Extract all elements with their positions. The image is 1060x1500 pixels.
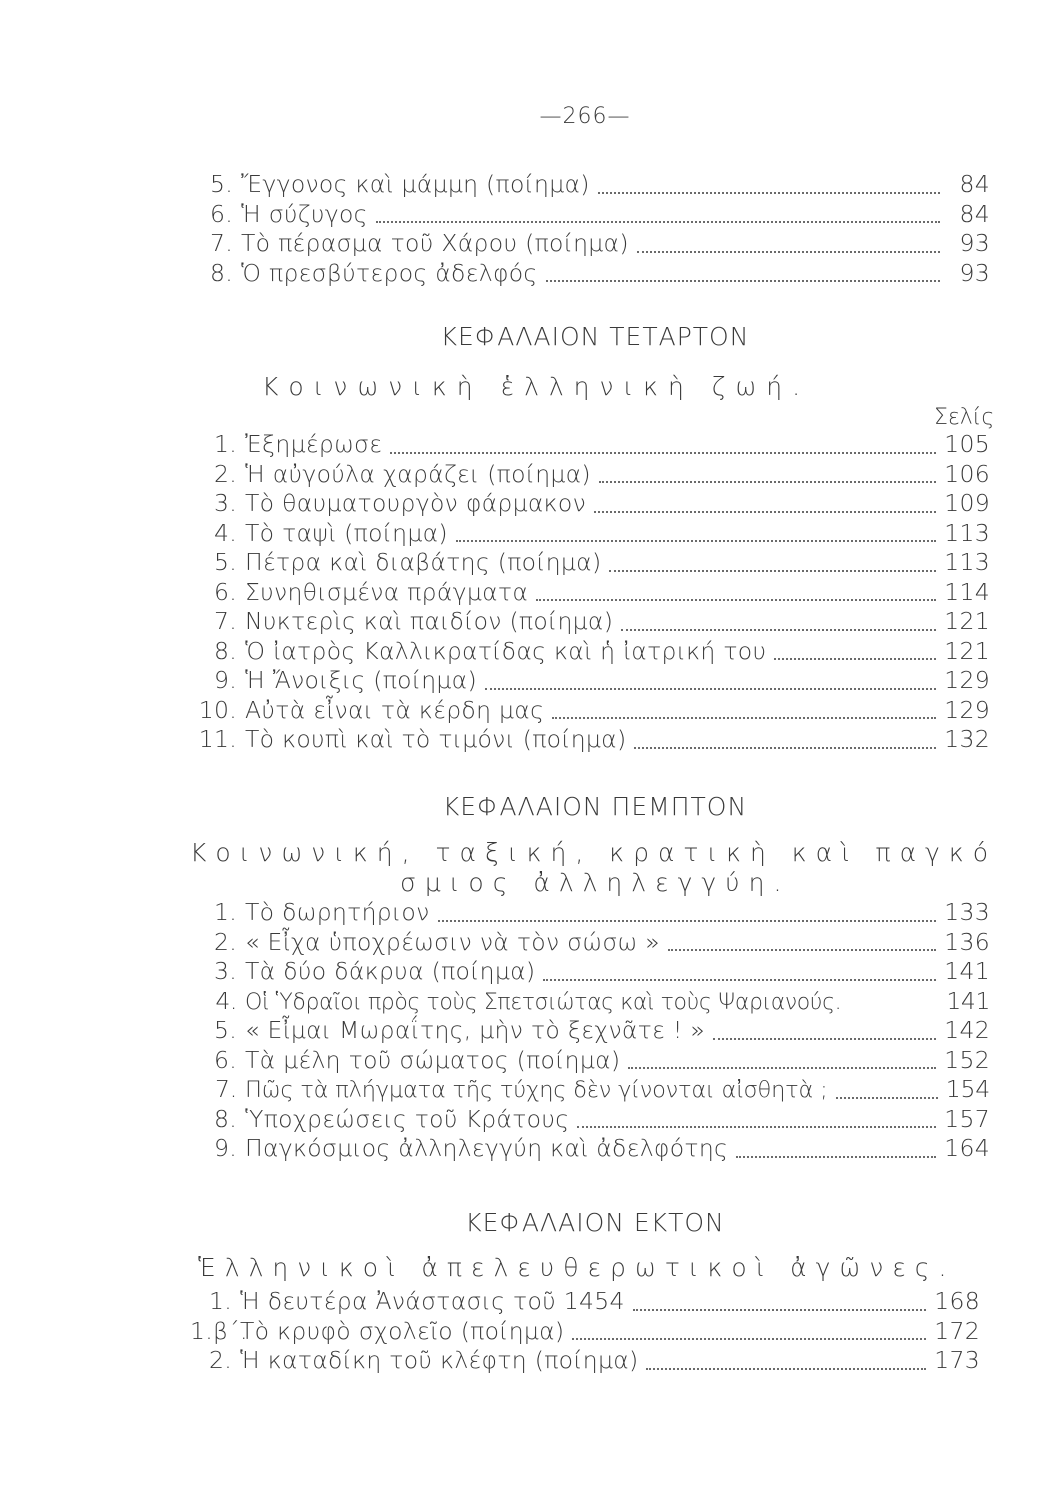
entry-title: « Εἶμαι Μωραΐτης, μὴν τὸ ξεχνᾶτε ! » xyxy=(245,1016,706,1044)
dot-leader xyxy=(609,570,936,572)
dot-leader xyxy=(713,1038,936,1040)
entry-page: 132 xyxy=(944,725,990,753)
entry-title: Αὐτὰ εἶναι τὰ κέρδη μας xyxy=(245,695,545,724)
entry-title: Οἱ Ὑδραῖοι πρὸς τοὺς Σπετσιώτας καὶ τοὺς Ψαριανούς. xyxy=(245,989,842,1015)
entry-title: Νυκτερὶς καὶ παιδίον (ποίημα) xyxy=(245,607,614,635)
dot-leader xyxy=(633,1309,926,1311)
entry-page: 93 xyxy=(959,258,990,287)
toc-entry xyxy=(195,460,990,490)
toc-entry xyxy=(195,1016,990,1046)
chapter-subtitle: Ἑλληνικοὶ ἀπελευθερωτικοὶ ἀγῶνες. xyxy=(198,1253,956,1282)
entry-number: 9. xyxy=(213,666,237,694)
entry-number: 1. xyxy=(213,430,237,458)
entry-title: Ἐξημέρωσε xyxy=(245,430,383,458)
entry-title: Τὸ θαυματουργὸν φάρμακον xyxy=(245,489,587,517)
toc-entry xyxy=(195,696,990,726)
entry-page: 172 xyxy=(934,1316,980,1345)
chapter-heading: ΚΕΦΑΛΑΙΟΝ ΕΚΤΟΝ xyxy=(465,1208,725,1237)
entry-title: Ἡ καταδίκη τοῦ κλέφτη (ποίημα) xyxy=(240,1346,639,1374)
toc-entry xyxy=(195,1134,990,1164)
entry-title: Τὸ κουπὶ καὶ τὸ τιμόνι (ποίημα) xyxy=(245,725,627,753)
entry-number: 1. xyxy=(208,1287,232,1315)
dot-leader xyxy=(621,629,936,631)
dot-leader xyxy=(637,251,940,253)
dot-leader xyxy=(572,1338,926,1340)
entry-page: 109 xyxy=(944,489,990,517)
entry-page: 113 xyxy=(944,548,990,576)
toc-section-chapter4 xyxy=(195,430,990,755)
toc-entry xyxy=(205,200,990,230)
toc-entry xyxy=(195,1105,990,1135)
entry-page: 114 xyxy=(944,577,990,606)
entry-number: 5. xyxy=(213,1016,237,1044)
entry-title: Ὁ ἰατρὸς Καλλικρατίδας καὶ ἡ ἰατρική του xyxy=(245,636,767,665)
entry-title: Τὸ κρυφὸ σχολεῖο (ποίημα) xyxy=(240,1316,565,1345)
entry-title: « Εἶχα ὑποχρέωσιν νὰ τὸν σώσω » xyxy=(245,927,660,956)
dot-leader xyxy=(668,949,936,951)
entry-number: 1.β΄. xyxy=(190,1316,248,1345)
entry-number: 6. xyxy=(213,577,237,606)
dot-leader xyxy=(836,1097,938,1099)
toc-entry xyxy=(205,170,990,200)
entry-number: 10. xyxy=(198,695,237,724)
dot-leader xyxy=(390,452,936,454)
dot-leader xyxy=(598,192,940,194)
entry-number: 8. xyxy=(213,636,237,665)
toc-entry xyxy=(190,1317,980,1347)
toc-section-chapter5 xyxy=(195,898,990,1164)
toc-section-continued xyxy=(205,170,990,288)
entry-page: 173 xyxy=(934,1346,980,1374)
entry-number: 4. xyxy=(213,518,237,547)
entry-title: Ὑποχρεώσεις τοῦ Κράτους xyxy=(245,1104,570,1133)
dot-leader xyxy=(599,481,936,483)
toc-entry xyxy=(195,637,990,667)
entry-page: 121 xyxy=(944,636,990,665)
dot-leader xyxy=(485,688,936,690)
entry-title: Ἡ αὐγούλα χαράζει (ποίημα) xyxy=(245,459,591,488)
entry-title: Τὸ δωρητήριον xyxy=(245,898,430,926)
page-number: —266— xyxy=(539,104,631,129)
entry-page: 154 xyxy=(945,1075,990,1103)
dot-leader xyxy=(577,1126,936,1128)
entry-title: Παγκόσμιος ἀλληλεγγύη καὶ ἀδελφότης xyxy=(245,1134,729,1162)
toc-entry xyxy=(195,489,990,519)
entry-page: 141 xyxy=(946,986,990,1015)
entry-number: 2. xyxy=(213,459,237,488)
dot-leader xyxy=(594,511,936,513)
entry-page: 152 xyxy=(944,1045,990,1074)
entry-page: 129 xyxy=(944,666,990,694)
entry-page: 105 xyxy=(944,430,990,458)
toc-entry xyxy=(190,1346,980,1376)
dot-leader xyxy=(646,1368,926,1370)
page-column-label: Σελίς xyxy=(934,405,995,430)
entry-number: 8. xyxy=(213,1104,237,1133)
entry-title: Ὁ πρεσβύτερος ἀδελφός xyxy=(241,258,538,287)
dot-leader xyxy=(536,599,936,601)
entry-page: 133 xyxy=(944,898,990,926)
entry-number: 9. xyxy=(213,1134,237,1162)
entry-page: 84 xyxy=(959,199,990,228)
toc-entry xyxy=(195,898,990,928)
dot-leader xyxy=(543,979,936,981)
entry-title: Πέτρα καὶ διαβάτης (ποίημα) xyxy=(245,548,602,576)
toc-entry xyxy=(195,987,990,1017)
entry-number: 7. xyxy=(209,229,233,257)
toc-entry xyxy=(190,1287,980,1317)
entry-number: 11. xyxy=(198,725,237,753)
toc-entry xyxy=(195,1046,990,1076)
chapter-heading: ΚΕΦΑΛΑΙΟΝ ΤΕΤΑΡΤΟΝ xyxy=(440,322,750,351)
entry-number: 3. xyxy=(213,489,237,517)
entry-page: 84 xyxy=(959,170,990,198)
dot-leader xyxy=(552,717,936,719)
entry-number: 5. xyxy=(213,548,237,576)
dot-leader xyxy=(736,1156,936,1158)
chapter-subtitle: Κοινωνικὴ ἑλληνικὴ ζωή. xyxy=(262,372,811,401)
toc-entry xyxy=(195,928,990,958)
chapter-subtitle-line-2: σμιος ἀλληλεγγύη. xyxy=(400,868,791,897)
entry-page: 168 xyxy=(934,1287,980,1315)
entry-number: 3. xyxy=(213,957,237,985)
entry-title: Τὸ πέρασμα τοῦ Χάρου (ποίημα) xyxy=(241,229,629,257)
entry-page: 141 xyxy=(944,957,990,985)
dot-leader xyxy=(438,920,937,922)
dot-leader xyxy=(546,280,940,282)
entry-number: 7. xyxy=(214,1075,237,1103)
toc-entry xyxy=(195,725,990,755)
entry-page: 157 xyxy=(944,1104,990,1133)
toc-section-chapter6 xyxy=(190,1287,980,1376)
entry-number: 4. xyxy=(215,986,237,1015)
entry-title: Τὸ ταψὶ (ποίημα) xyxy=(245,518,448,547)
toc-entry xyxy=(195,519,990,549)
entry-number: 2. xyxy=(213,927,237,956)
entry-number: 7. xyxy=(213,607,237,635)
toc-entry xyxy=(195,1075,990,1105)
entry-number: 1. xyxy=(213,898,237,926)
entry-title: Πῶς τὰ πλήγματα τῆς τύχης δὲν γίνονται αἰσθητὰ ; xyxy=(245,1077,828,1103)
entry-title: Ἡ σύζυγος xyxy=(241,199,368,228)
entry-page: 106 xyxy=(944,459,990,488)
entry-title: Ἔγγονος καὶ μάμμη (ποίημα) xyxy=(241,170,590,198)
entry-number: 5. xyxy=(209,170,233,198)
entry-title: Ἡ Ἄνοιξις (ποίημα) xyxy=(245,666,477,694)
entry-number: 2. xyxy=(208,1346,232,1374)
dot-leader xyxy=(634,747,936,749)
entry-page: 129 xyxy=(944,695,990,724)
toc-entry xyxy=(195,957,990,987)
entry-title: Τὰ δύο δάκρυα (ποίημα) xyxy=(245,957,536,985)
entry-title: Συνηθισμένα πράγματα xyxy=(245,577,529,606)
entry-page: 113 xyxy=(944,518,990,547)
toc-entry xyxy=(195,666,990,696)
dot-leader xyxy=(774,658,936,660)
entry-page: 142 xyxy=(944,1016,990,1044)
toc-entry xyxy=(195,607,990,637)
toc-entry xyxy=(205,259,990,289)
entry-title: Τὰ μέλη τοῦ σώματος (ποίημα) xyxy=(245,1045,621,1074)
entry-number: 8. xyxy=(209,258,233,287)
toc-entry xyxy=(195,430,990,460)
entry-number: 6. xyxy=(213,1045,237,1074)
toc-entry xyxy=(205,229,990,259)
chapter-subtitle-line-1: Κοινωνική, ταξική, κρατικὴ καὶ παγκό xyxy=(190,838,997,867)
entry-page: 136 xyxy=(944,927,990,956)
dot-leader xyxy=(376,221,940,223)
toc-entry xyxy=(195,548,990,578)
toc-entry xyxy=(195,578,990,608)
entry-page: 93 xyxy=(959,229,990,257)
dot-leader xyxy=(456,540,936,542)
entry-page: 164 xyxy=(944,1134,990,1162)
dot-leader xyxy=(628,1067,936,1069)
chapter-heading: ΚΕΦΑΛΑΙΟΝ ΠΕΜΠΤΟΝ xyxy=(442,792,748,821)
entry-number: 6. xyxy=(209,199,233,228)
entry-page: 121 xyxy=(944,607,990,635)
entry-title: Ἡ δευτέρα Ἀνάστασις τοῦ 1454 xyxy=(240,1287,625,1315)
